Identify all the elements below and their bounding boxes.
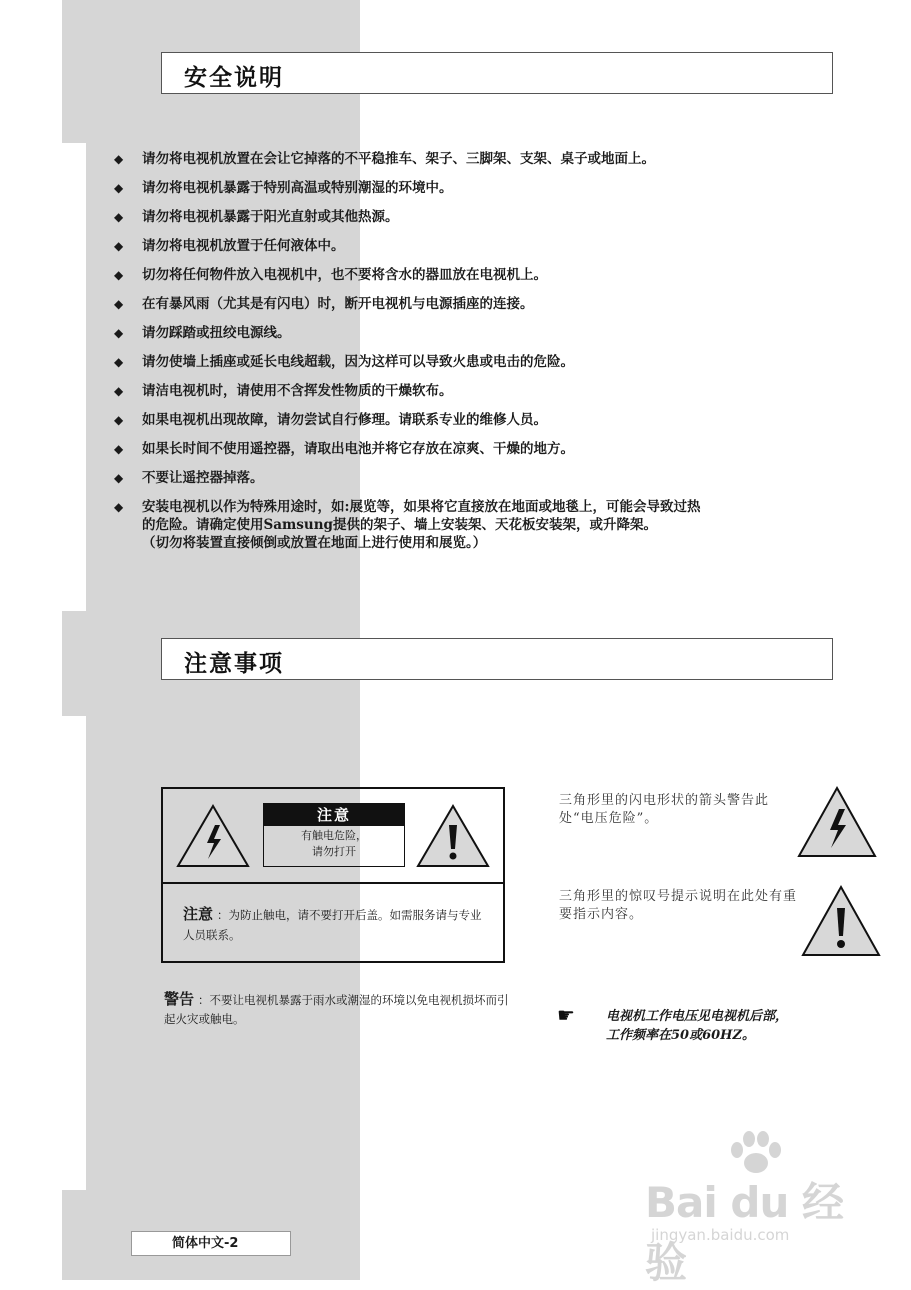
caution-text: 为防止触电，请不要打开后盖。如需服务请与专业人员联系。 [183, 908, 482, 942]
voltage-note: 电视机工作电压见电视机后部， 工作频率在50或60HZ。 [606, 1009, 789, 1043]
caution-title-text: 注意事项 [184, 651, 284, 677]
list-item: ◆ 请勿将电视机暴露于阳光直射或其他热源。 [114, 209, 399, 225]
list-item: ◆ 请勿将电视机放置于任何液体中。 [114, 238, 345, 254]
diamond-bullet-icon: ◆ [114, 210, 124, 224]
diamond-bullet-icon: ◆ [114, 152, 124, 166]
warning-center-header: 注意 [264, 804, 404, 826]
exclamation-explanation: 三角形里的惊叹号提示说明在此处有重要指示内容。 [559, 889, 798, 922]
list-item: ◆ 在有暴风雨（尤其是有闪电）时，断开电视机与电源插座的连接。 [114, 296, 534, 312]
list-item: ◆ 请勿将电视机暴露于特别高温或特别潮湿的环境中。 [114, 180, 453, 196]
diamond-bullet-icon: ◆ [114, 181, 124, 195]
warning-text: 不要让电视机暴露于雨水或潮湿的环境以免电视机损坏而引起火灾或触电。 [164, 993, 509, 1026]
watermark-url: jingyan.baidu.com [651, 1226, 790, 1244]
list-item: ◆ 请勿将电视机放置在会让它掉落的不平稳推车、架子、三脚架、支架、桌子或地面上。 [114, 151, 655, 167]
caution-label: 注意 [183, 905, 214, 923]
diamond-bullet-icon: ◆ [114, 500, 124, 514]
safety-section-title [161, 52, 833, 94]
exclamation-triangle-icon [415, 803, 491, 869]
diamond-bullet-icon: ◆ [114, 442, 124, 456]
warning-label: 警告 [164, 990, 195, 1008]
watermark-logo: Bai du 经验 [645, 1178, 843, 1287]
warning-colon: ： [198, 993, 210, 1007]
exclamation-triangle-icon [800, 884, 882, 958]
list-item: ◆ 如果长时间不使用遥控器，请取出电池并将它存放在凉爽、干燥的地方。 [114, 441, 574, 457]
diamond-bullet-icon: ◆ [114, 413, 124, 427]
caution-section-title [161, 638, 833, 680]
list-item: ◆ 切勿将任何物件放入电视机中，也不要将含水的器皿放在电视机上。 [114, 267, 547, 283]
warning-label-top [163, 789, 503, 884]
lightning-explanation: 三角形里的闪电形状的箭头警告此处“电压危险”。 [559, 793, 770, 826]
diamond-bullet-icon: ◆ [114, 384, 124, 398]
caution-colon: ： [217, 908, 229, 922]
list-item: ◆ 请洁电视机时，请使用不含挥发性物质的干燥软布。 [114, 383, 453, 399]
lightning-triangle-icon [175, 803, 251, 869]
page-number-label: 简体中文-2 [131, 1231, 291, 1256]
diamond-bullet-icon: ◆ [114, 268, 124, 282]
list-item: ◆ 如果电视机出现故障，请勿尝试自行修理。请联系专业的维修人员。 [114, 412, 547, 428]
lightning-triangle-icon [796, 785, 878, 859]
list-item: ◆ 请勿踩踏或扭绞电源线。 [114, 325, 291, 341]
warning-label-text [183, 904, 491, 945]
pointing-hand-icon: ☛ [557, 1003, 575, 1027]
warning-center-panel [263, 803, 405, 867]
diamond-bullet-icon: ◆ [114, 239, 124, 253]
warning-label-box [161, 787, 505, 963]
watermark [645, 1130, 875, 1287]
safety-list [114, 150, 834, 563]
list-item: ◆ 安装电视机以作为特殊用途时，如:展览等，如果将它直接放在地面或地毯上，可能会导致过热 的危险。请确定使用Samsung提供的架子、墙上安装架、天花板安装架，或升降架。 （切勿将装置直接倾倒或放置在地面上进行使用和展览。） [114, 499, 701, 551]
diamond-bullet-icon: ◆ [114, 326, 124, 340]
warning-note [164, 990, 514, 1029]
diamond-bullet-icon: ◆ [114, 471, 124, 485]
safety-title-text: 安全说明 [184, 65, 284, 91]
warning-center-body: 有触电危险， 请勿打开 [301, 829, 367, 858]
paw-icon [725, 1130, 785, 1174]
diamond-bullet-icon: ◆ [114, 297, 124, 311]
diamond-bullet-icon: ◆ [114, 355, 124, 369]
list-item: ◆ 请勿使墙上插座或延长电线超载，因为这样可以导致火患或电击的危险。 [114, 354, 574, 370]
list-item: ◆ 不要让遥控器掉落。 [114, 470, 264, 486]
